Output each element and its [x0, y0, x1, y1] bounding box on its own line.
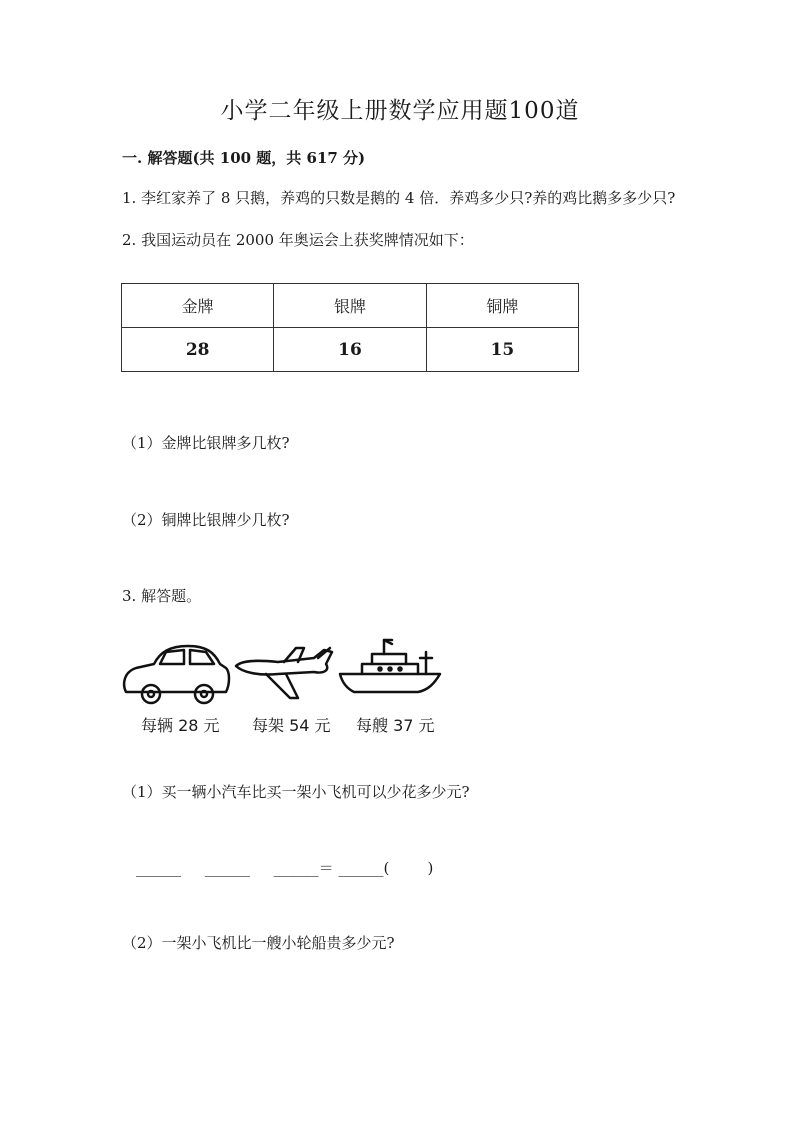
section-heading: 一. 解答题(共 100 题，共 617 分) — [122, 149, 366, 167]
question-3-part-2: （2）一架小飞机比一艘小轮船贵多少元? — [122, 934, 395, 952]
value-gold: 28 — [122, 328, 274, 372]
plane-price: 每架 54 元 — [252, 716, 331, 735]
car-price: 每辆 28 元 — [141, 716, 220, 735]
question-3: 3. 解答题。 — [122, 587, 202, 605]
medal-table — [121, 283, 579, 372]
page-title: 小学二年级上册数学应用题100道 — [220, 98, 580, 124]
answer-blanks[interactable]: ______ ______ ______＝ ______( ) — [136, 859, 434, 877]
header-gold: 金牌 — [122, 284, 274, 328]
header-silver: 银牌 — [274, 284, 426, 328]
question-2-part-1: （1）金牌比银牌多几枚? — [122, 434, 290, 452]
question-3-part-1: （1）买一辆小汽车比买一架小飞机可以少花多少元? — [122, 783, 470, 801]
value-silver: 16 — [274, 328, 426, 372]
question-2: 2. 我国运动员在 2000 年奥运会上获奖牌情况如下： — [122, 231, 474, 249]
vehicles-illustration — [118, 636, 448, 711]
car-icon — [124, 646, 229, 703]
header-bronze: 铜牌 — [426, 284, 578, 328]
ship-icon — [340, 640, 440, 692]
ship-price: 每艘 37 元 — [356, 716, 435, 735]
plane-icon — [236, 648, 332, 698]
question-1: 1. 李红家养了 8 只鹅，养鸡的只数是鹅的 4 倍．养鸡多少只?养的鸡比鹅多多少只? — [122, 189, 676, 207]
value-bronze: 15 — [426, 328, 578, 372]
question-2-part-2: （2）铜牌比银牌少几枚? — [122, 511, 290, 529]
